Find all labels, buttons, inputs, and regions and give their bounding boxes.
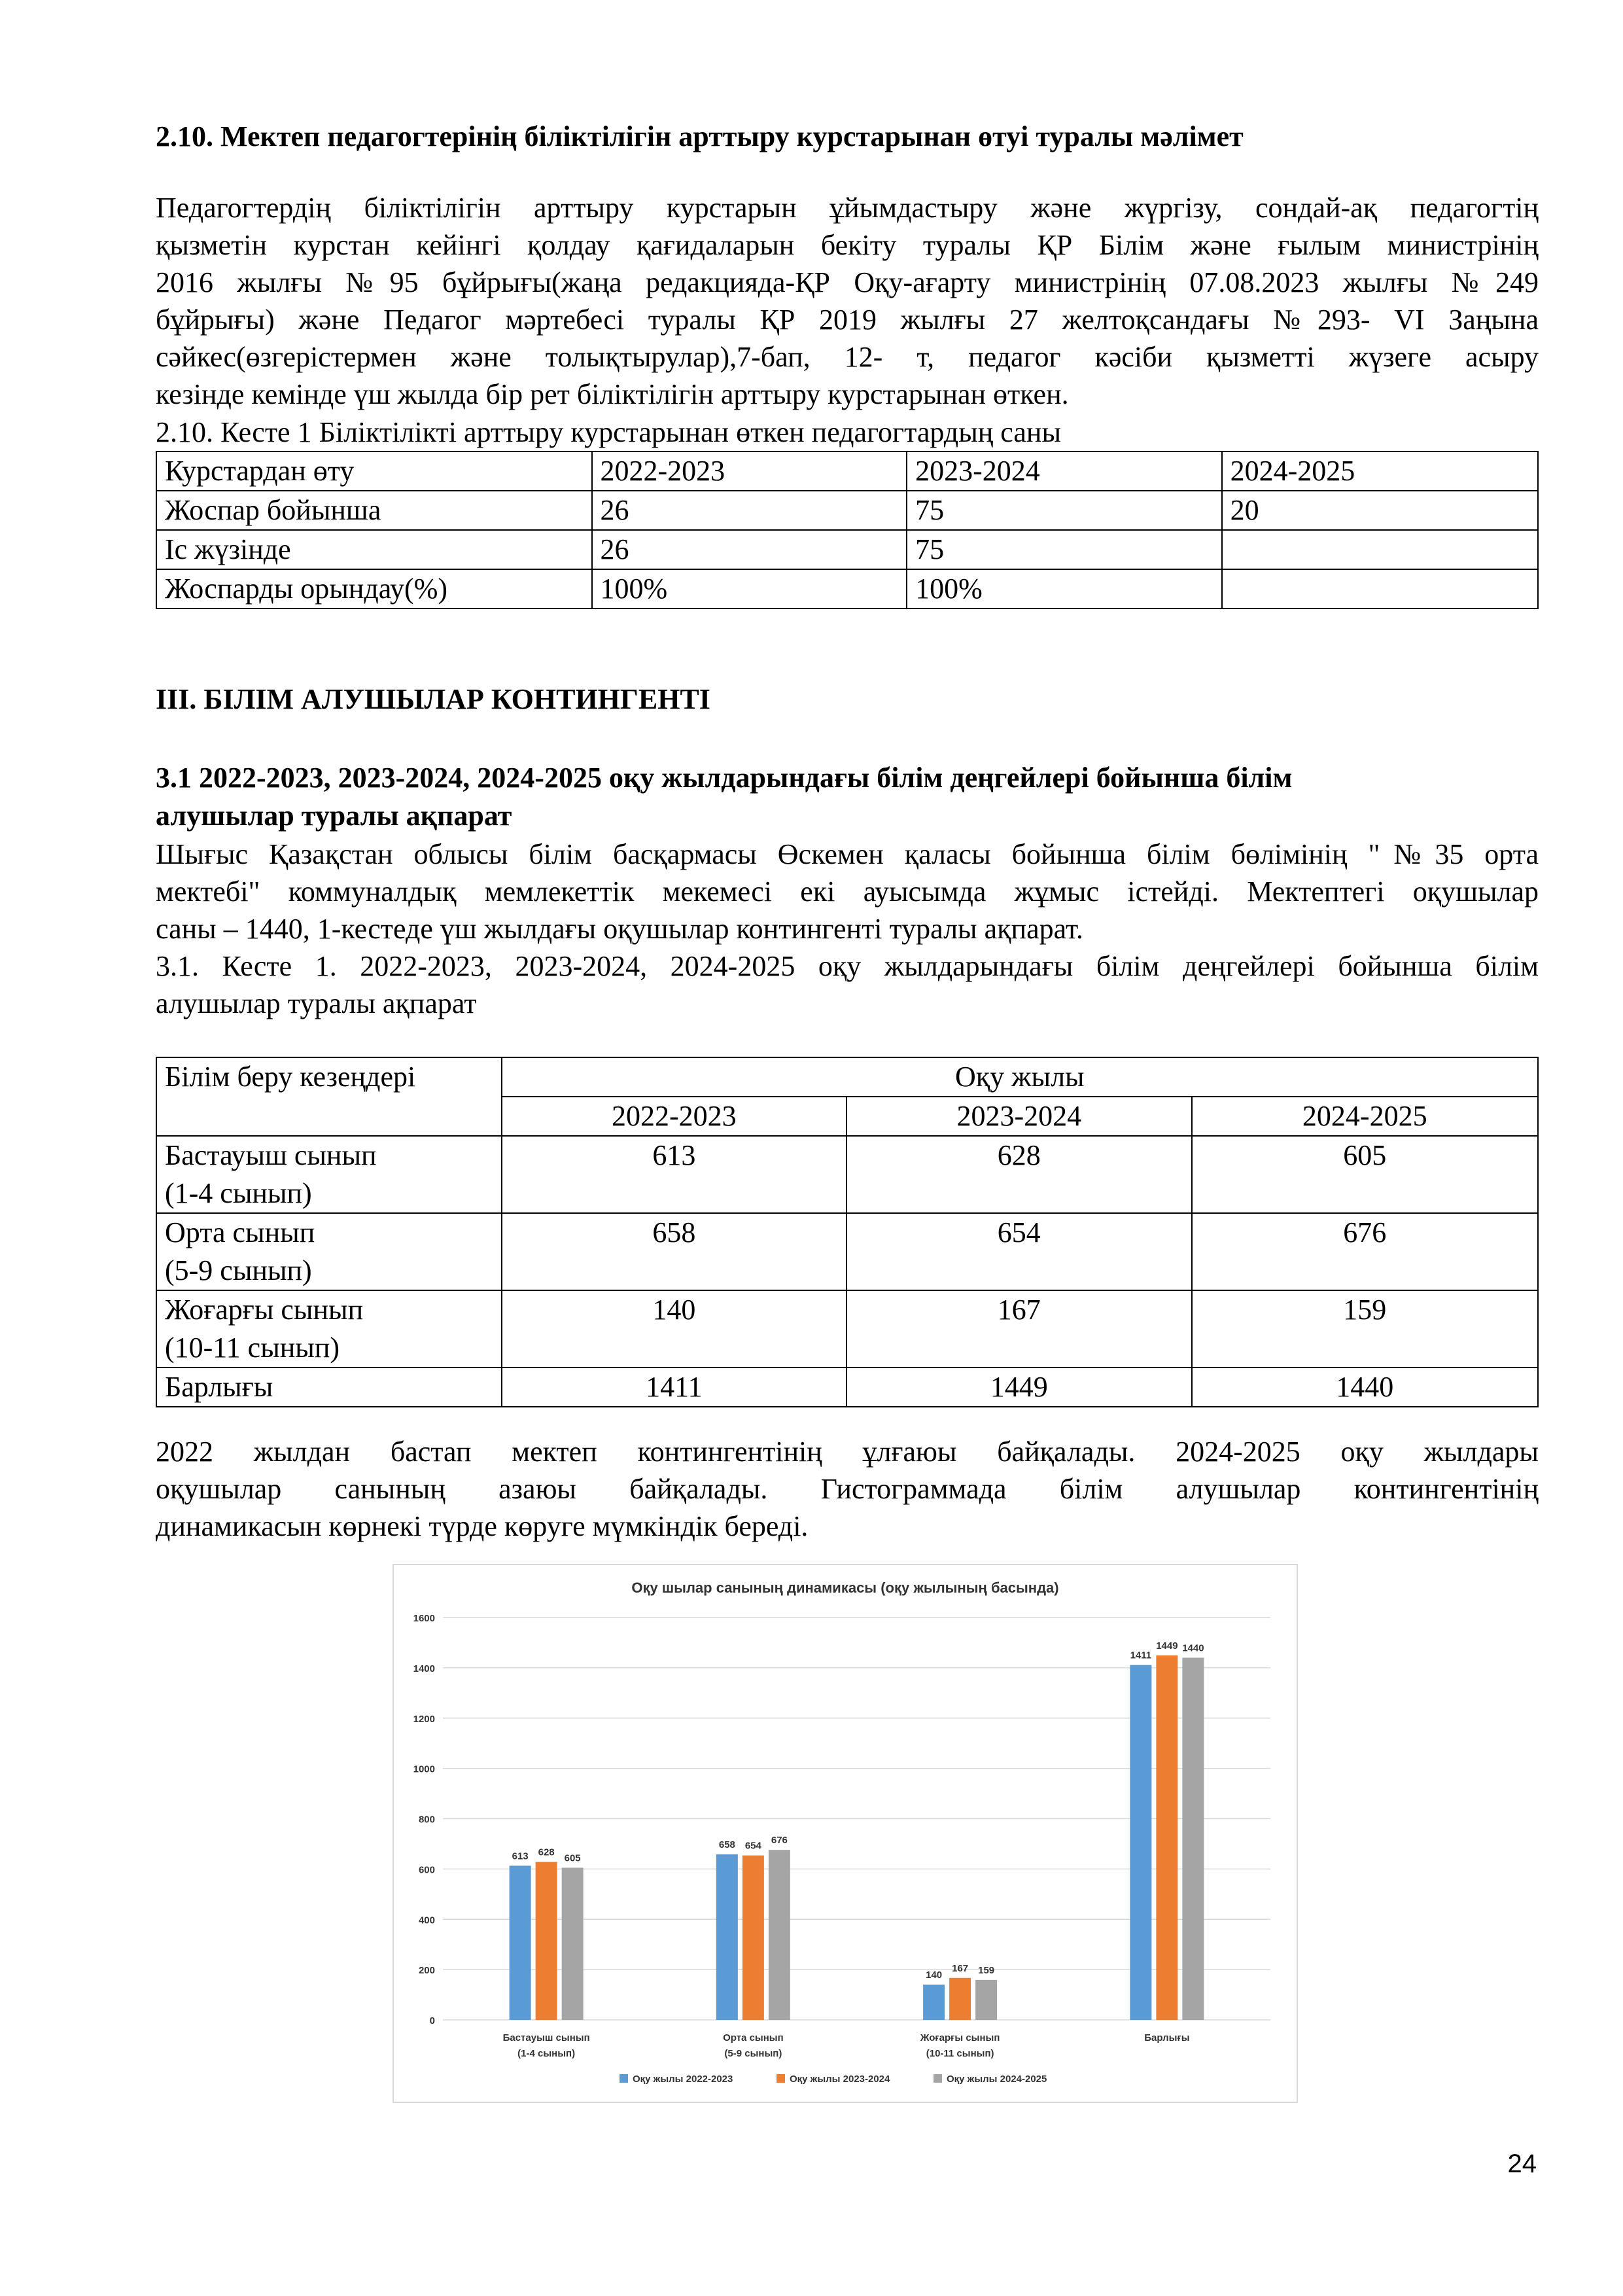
legend-label: Оқу жылы 2023-2024 <box>790 2074 890 2085</box>
row-label: Жоғарғы сынып <box>165 1294 364 1326</box>
table-cell: 75 <box>907 491 1222 530</box>
data-label: 1440 <box>1182 1642 1204 1654</box>
x-tick-label: Жоғарғы сынып <box>920 2032 1000 2043</box>
table-row <box>156 530 1538 569</box>
caption-line: 3.1. Кесте 1. 2022-2023, 2023-2024, 2024-2025 оқу жылдарындағы білім деңгейлері бойынша білім <box>156 950 1539 982</box>
paragraph-line: қызметін курстан кейінгі қолдау қағидаларын бекіту туралы ҚР Білім және ғылым министрінің <box>156 229 1539 261</box>
x-tick-label: (10-11 сынып) <box>926 2048 994 2059</box>
bar <box>1130 1665 1151 2020</box>
y-tick-label: 400 <box>418 1915 435 1926</box>
bar <box>716 1854 738 2020</box>
row-label: Бастауыш сынып <box>165 1139 377 1171</box>
section-2-10-heading: 2.10. Мектеп педагогтерінің біліктілігін арттыру курстарынан өтуі туралы мәлімет <box>156 120 1244 152</box>
y-tick-label: 1600 <box>413 1613 435 1624</box>
bar <box>975 1980 997 2020</box>
table-cell: 26 <box>592 530 907 569</box>
y-tick-label: 800 <box>418 1814 435 1826</box>
row-sublabel: (10-11 сынып) <box>165 1332 340 1364</box>
table-header-cell: 2024-2025 <box>1222 451 1538 491</box>
table-cell: 1449 <box>846 1368 1191 1407</box>
y-tick-label: 1000 <box>413 1763 435 1775</box>
table-cell: 100% <box>907 569 1222 609</box>
table-cell: 605 <box>1192 1136 1538 1213</box>
table-header-cell: Білім беру кезеңдері <box>156 1057 502 1136</box>
bar <box>562 1867 584 2020</box>
bar <box>949 1978 971 2020</box>
data-label: 140 <box>926 1969 943 1981</box>
table-cell: 613 <box>502 1136 846 1213</box>
row-label: Орта сынып <box>165 1216 315 1248</box>
table-cell: 20 <box>1222 491 1538 530</box>
table-cell: Іс жүзінде <box>156 530 592 569</box>
paragraph-line: Педагогтердің біліктілігін арттыру курстарын ұйымдастыру және жүргізу, сондай-ақ педагогтің <box>156 192 1539 224</box>
y-tick-label: 600 <box>418 1864 435 1876</box>
table-row <box>156 1213 1538 1290</box>
table-header-cell: Курстардан өту <box>156 451 592 491</box>
x-tick-label: Барлығы <box>1144 2032 1190 2043</box>
section-3-1-heading-line: 3.1 2022-2023, 2023-2024, 2024-2025 оқу жылдарындағы білім деңгейлері бойынша білім <box>156 762 1293 794</box>
courses-table <box>156 451 1539 609</box>
row-sublabel: (5-9 сынып) <box>165 1254 312 1286</box>
table-cell: 26 <box>592 491 907 530</box>
section-2-10-paragraph <box>156 189 1539 413</box>
chart-svg <box>394 1565 1297 2102</box>
paragraph-line: мектебі" коммуналдық мемлекеттік мекемесі екі ауысымда жұмыс істейді. Мектептегі оқушылар <box>156 875 1539 908</box>
data-label: 1449 <box>1156 1640 1178 1652</box>
table-row <box>156 491 1538 530</box>
table-cell: 676 <box>1192 1213 1538 1290</box>
paragraph-line: кезінде кемінде үш жылда бір рет біліктілігін арттыру курстарынан өткен. <box>156 378 1069 410</box>
x-tick-label: Орта сынып <box>723 2032 784 2043</box>
data-label: 654 <box>744 1840 761 1852</box>
table-cell <box>1222 530 1538 569</box>
bar <box>1156 1655 1178 2020</box>
legend-swatch <box>620 2074 628 2083</box>
data-label: 613 <box>512 1850 529 1862</box>
x-tick-label: (1-4 сынып) <box>517 2048 576 2059</box>
paragraph-line: саны – 1440, 1-кестеде үш жылдағы оқушылар контингенті туралы ақпарат. <box>156 913 1083 945</box>
table-cell <box>156 1136 502 1213</box>
x-tick-label: Бастауыш сынып <box>502 2032 590 2043</box>
table-header-row <box>156 1057 1538 1097</box>
table-cell: Барлығы <box>156 1368 502 1407</box>
paragraph-line: оқушылар санының азаюы байқалады. Гистограммада білім алушылар контингентінің <box>156 1473 1539 1505</box>
table-cell: 1440 <box>1192 1368 1538 1407</box>
contingent-table <box>156 1057 1539 1407</box>
y-tick-label: 1200 <box>413 1713 435 1725</box>
bar <box>1182 1658 1204 2021</box>
table-header-cell: 2024-2025 <box>1192 1097 1538 1136</box>
table-cell: 658 <box>502 1213 846 1290</box>
paragraph-line: 2022 жылдан бастап мектеп контингентінің ұлғаюы байқалады. 2024-2025 оқу жылдары <box>156 1436 1539 1468</box>
data-label: 676 <box>771 1835 788 1846</box>
y-tick-label: 0 <box>429 2015 435 2026</box>
paragraph-line: динамикасын көрнекі түрде көруге мүмкіндік береді. <box>156 1510 809 1542</box>
data-label: 605 <box>564 1852 581 1864</box>
section-3-paragraph <box>156 836 1539 947</box>
data-label: 658 <box>718 1839 735 1851</box>
table-cell: 140 <box>502 1290 846 1368</box>
y-tick-label: 200 <box>418 1965 435 1977</box>
table-header-cell: 2022-2023 <box>592 451 907 491</box>
table-cell <box>1222 569 1538 609</box>
data-label: 1411 <box>1130 1650 1152 1661</box>
table-cell: 75 <box>907 530 1222 569</box>
legend-swatch <box>777 2074 785 2083</box>
data-label: 167 <box>952 1962 969 1974</box>
table-caption: 2.10. Кесте 1 Біліктілікті арттыру курстарынан өткен педагогтардың саны <box>156 416 1062 448</box>
data-label: 628 <box>538 1846 555 1858</box>
table-caption <box>156 947 1539 1022</box>
table-cell: 167 <box>846 1290 1191 1368</box>
legend-swatch <box>934 2074 942 2083</box>
row-sublabel: (1-4 сынып) <box>165 1177 312 1209</box>
contingent-bar-chart <box>393 1564 1298 2103</box>
caption-line: алушылар туралы ақпарат <box>156 987 477 1019</box>
table-header-cell: 2023-2024 <box>907 451 1222 491</box>
legend-label: Оқу жылы 2022-2023 <box>633 2074 733 2085</box>
bar <box>510 1865 531 2020</box>
table-header-cell: 2023-2024 <box>846 1097 1191 1136</box>
closing-paragraph <box>156 1433 1539 1545</box>
chart-title: Оқу шылар санының динамикасы (оқу жылының басында) <box>631 1580 1059 1596</box>
table-row <box>156 1136 1538 1213</box>
table-cell <box>156 1213 502 1290</box>
table-cell: Жоспарды орындау(%) <box>156 569 592 609</box>
table-header-row <box>156 451 1538 491</box>
section-3-1-heading-line: алушылар туралы ақпарат <box>156 800 512 832</box>
table-row <box>156 569 1538 609</box>
bar <box>536 1862 557 2020</box>
table-cell: 159 <box>1192 1290 1538 1368</box>
table-header-cell: 2022-2023 <box>502 1097 846 1136</box>
table-cell: 628 <box>846 1136 1191 1213</box>
table-header-cell: Оқу жылы <box>502 1057 1538 1097</box>
table-row <box>156 1368 1538 1407</box>
paragraph-line: 2016 жылғы №95 бұйрығы(жаңа редакцияда-ҚР Оқу-ағарту министрінің 07.08.2023 жылғы №249 <box>156 266 1539 298</box>
page-number: 24 <box>1507 2149 1537 2178</box>
bar <box>769 1850 790 2020</box>
table-cell: 654 <box>846 1213 1191 1290</box>
table-cell: 100% <box>592 569 907 609</box>
bar <box>742 1856 764 2020</box>
section-3-heading: ІІІ. БІЛІМ АЛУШЫЛАР КОНТИНГЕНТІ <box>156 683 710 715</box>
y-tick-label: 1400 <box>413 1663 435 1674</box>
bar <box>923 1985 945 2020</box>
table-row <box>156 1290 1538 1368</box>
legend-label: Оқу жылы 2024-2025 <box>947 2074 1047 2085</box>
paragraph-line: сәйкес(өзгерістермен және толықтырулар),7-бап, 12- т, педагог кәсіби қызметті жүзеге асыру <box>156 341 1539 373</box>
table-cell: Жоспар бойынша <box>156 491 592 530</box>
paragraph-line: бұйрығы) және Педагог мәртебесі туралы ҚР 2019 жылғы 27 желтоқсандағы №293- VI Заңына <box>156 304 1539 336</box>
data-label: 159 <box>978 1964 995 1976</box>
table-cell: 1411 <box>502 1368 846 1407</box>
paragraph-line: Шығыс Қазақстан облысы білім басқармасы Өскемен қаласы бойынша білім бөлімінің "№35 орта <box>156 838 1539 870</box>
x-tick-label: (5-9 сынып) <box>724 2048 782 2059</box>
table-cell <box>156 1290 502 1368</box>
